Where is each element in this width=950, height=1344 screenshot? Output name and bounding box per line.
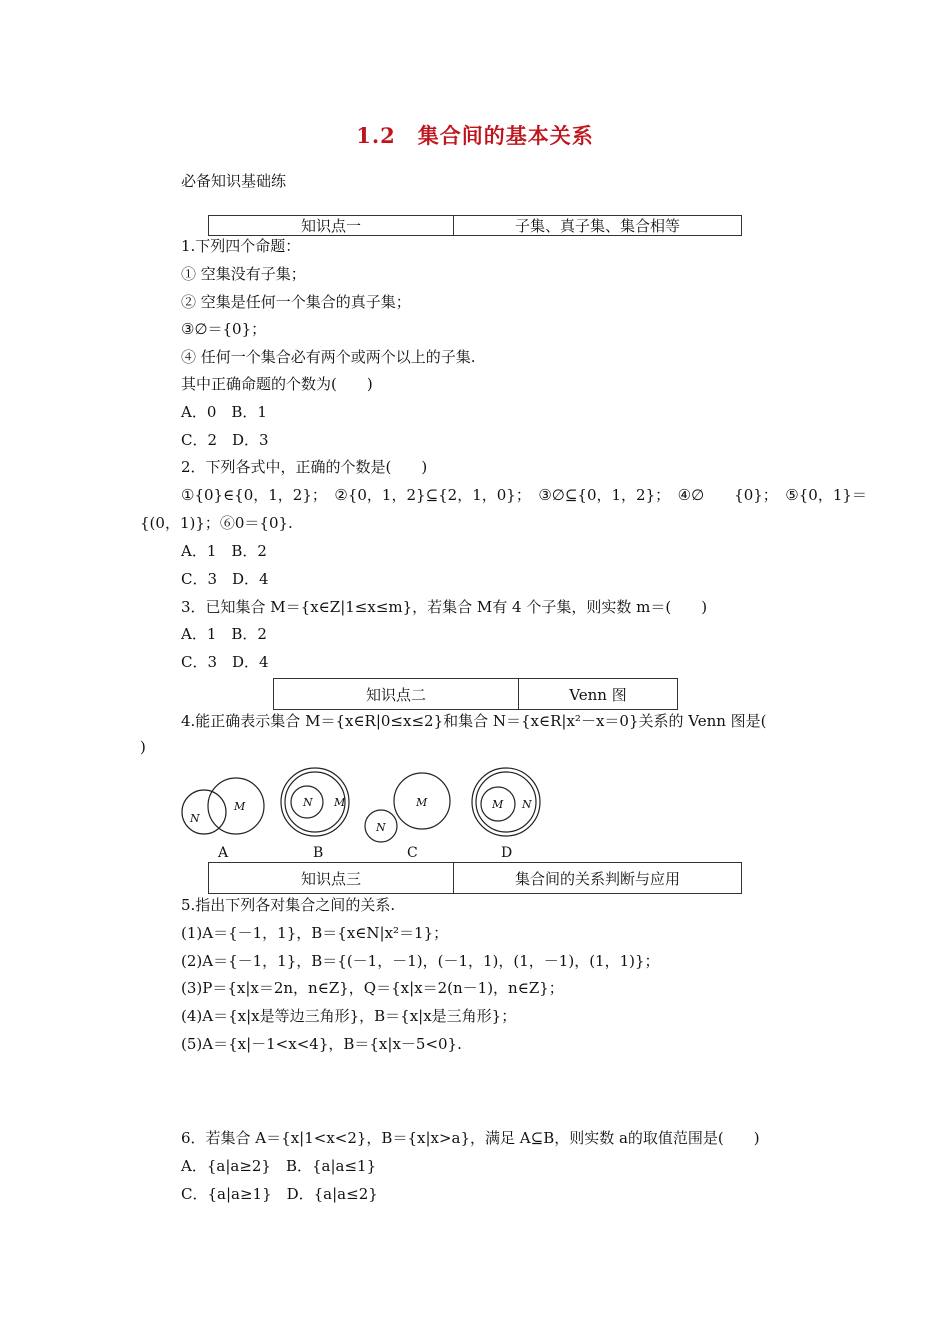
venn-a-circle-n [182,790,226,834]
knowledge-point-topic: 子集、真子集、集合相等 [453,216,741,235]
venn-option-label: C [407,845,418,861]
question-1-ask: 其中正确命题的个数为( ) [181,375,373,393]
venn-b-label-n: N [303,796,313,809]
knowledge-point-topic: 集合间的关系判断与应用 [453,863,741,893]
question-1-options: A．0 B．1 [181,403,267,421]
question-3-options: C．3 D．4 [181,653,269,671]
question-1-options: C．2 D．3 [181,431,269,449]
venn-b-label-m: M [334,796,346,809]
venn-a-label-m: M [234,800,246,813]
question-2-options: A．1 B．2 [181,542,267,560]
question-4-stem: 4.能正确表示集合 M＝{x∈R|0≤x≤2}和集合 N＝{x∈R|x²－x＝0}关系的 Venn 图是( [181,712,767,730]
venn-c-label-m: M [416,796,428,809]
question-2-options: C．3 D．4 [181,570,269,588]
question-6-options: C．{a|a≥1} D．{a|a≤2} [181,1185,378,1203]
question-3-options: A．1 B．2 [181,625,267,643]
question-5-item: (4)A＝{x|x是等边三角形}，B＝{x|x是三角形}； [181,1007,517,1025]
question-3-stem: 3．已知集合 M＝{x∈Z|1≤x≤m}，若集合 M有 4 个子集，则实数 m＝( ) [181,598,708,616]
question-2-line: ①{0}∈{0，1，2}； ②{0，1，2}⊆{2，1，0}； ③∅⊆{0，1，2}； ④∅ {0}； ⑤{0，1}＝ [181,486,867,504]
question-5-item: (3)P＝{x|x＝2n，n∈Z}，Q＝{x|x＝2(n－1)，n∈Z}； [181,979,564,997]
question-1-item: ③∅＝{0}； [181,320,267,338]
knowledge-point-2 [273,678,678,710]
venn-diagrams [176,762,556,867]
knowledge-point-label: 知识点一 [300,217,361,235]
knowledge-point-3 [208,862,742,894]
question-5-stem: 5.指出下列各对集合之间的关系. [181,896,396,914]
venn-a-label-n: N [190,812,200,825]
question-6-options: A．{a|a≥2} B．{a|a≤1} [181,1157,377,1175]
question-1-item: ② 空集是任何一个集合的真子集； [181,293,411,311]
venn-c-label-n: N [376,821,386,834]
venn-d-label-m: M [492,798,504,811]
question-6-stem: 6．若集合 A＝{x|1<x<2}，B＝{x|x>a}，满足 A⊆B，则实数 a的取值范围是( ) [181,1129,760,1147]
question-5-item: (2)A＝{－1，1}，B＝{(－1，－1)，(－1，1)，(1，－1)，(1，1)}； [181,952,660,970]
question-1-item: ④ 任何一个集合必有两个或两个以上的子集. [181,348,476,366]
question-2-line: {(0，1)}；⑥0＝{0}. [140,514,293,532]
section-subtitle: 必备知识基础练 [181,172,287,190]
question-2-stem: 2．下列各式中，正确的个数是( ) [181,458,428,476]
knowledge-point-label: 知识点二 [365,685,426,704]
venn-option-label: A [218,845,229,861]
question-5-item: (1)A＝{－1，1}，B＝{x∈N|x²＝1}； [181,924,449,942]
page-title: 1.2 集合间的基本关系 [356,123,594,148]
knowledge-point-1 [208,215,742,236]
venn-d-label-n: N [522,798,532,811]
venn-option-label: D [501,845,513,861]
question-5-item: (5)A＝{x|－1<x<4}，B＝{x|x－5<0}. [181,1035,462,1053]
question-4-stem-end: ) [140,738,146,756]
question-1-stem: 1.下列四个命题： [181,237,301,255]
knowledge-point-topic: Venn 图 [518,679,677,709]
venn-option-label: B [313,845,324,861]
question-1-item: ① 空集没有子集； [181,265,306,283]
knowledge-point-label: 知识点三 [300,869,361,888]
